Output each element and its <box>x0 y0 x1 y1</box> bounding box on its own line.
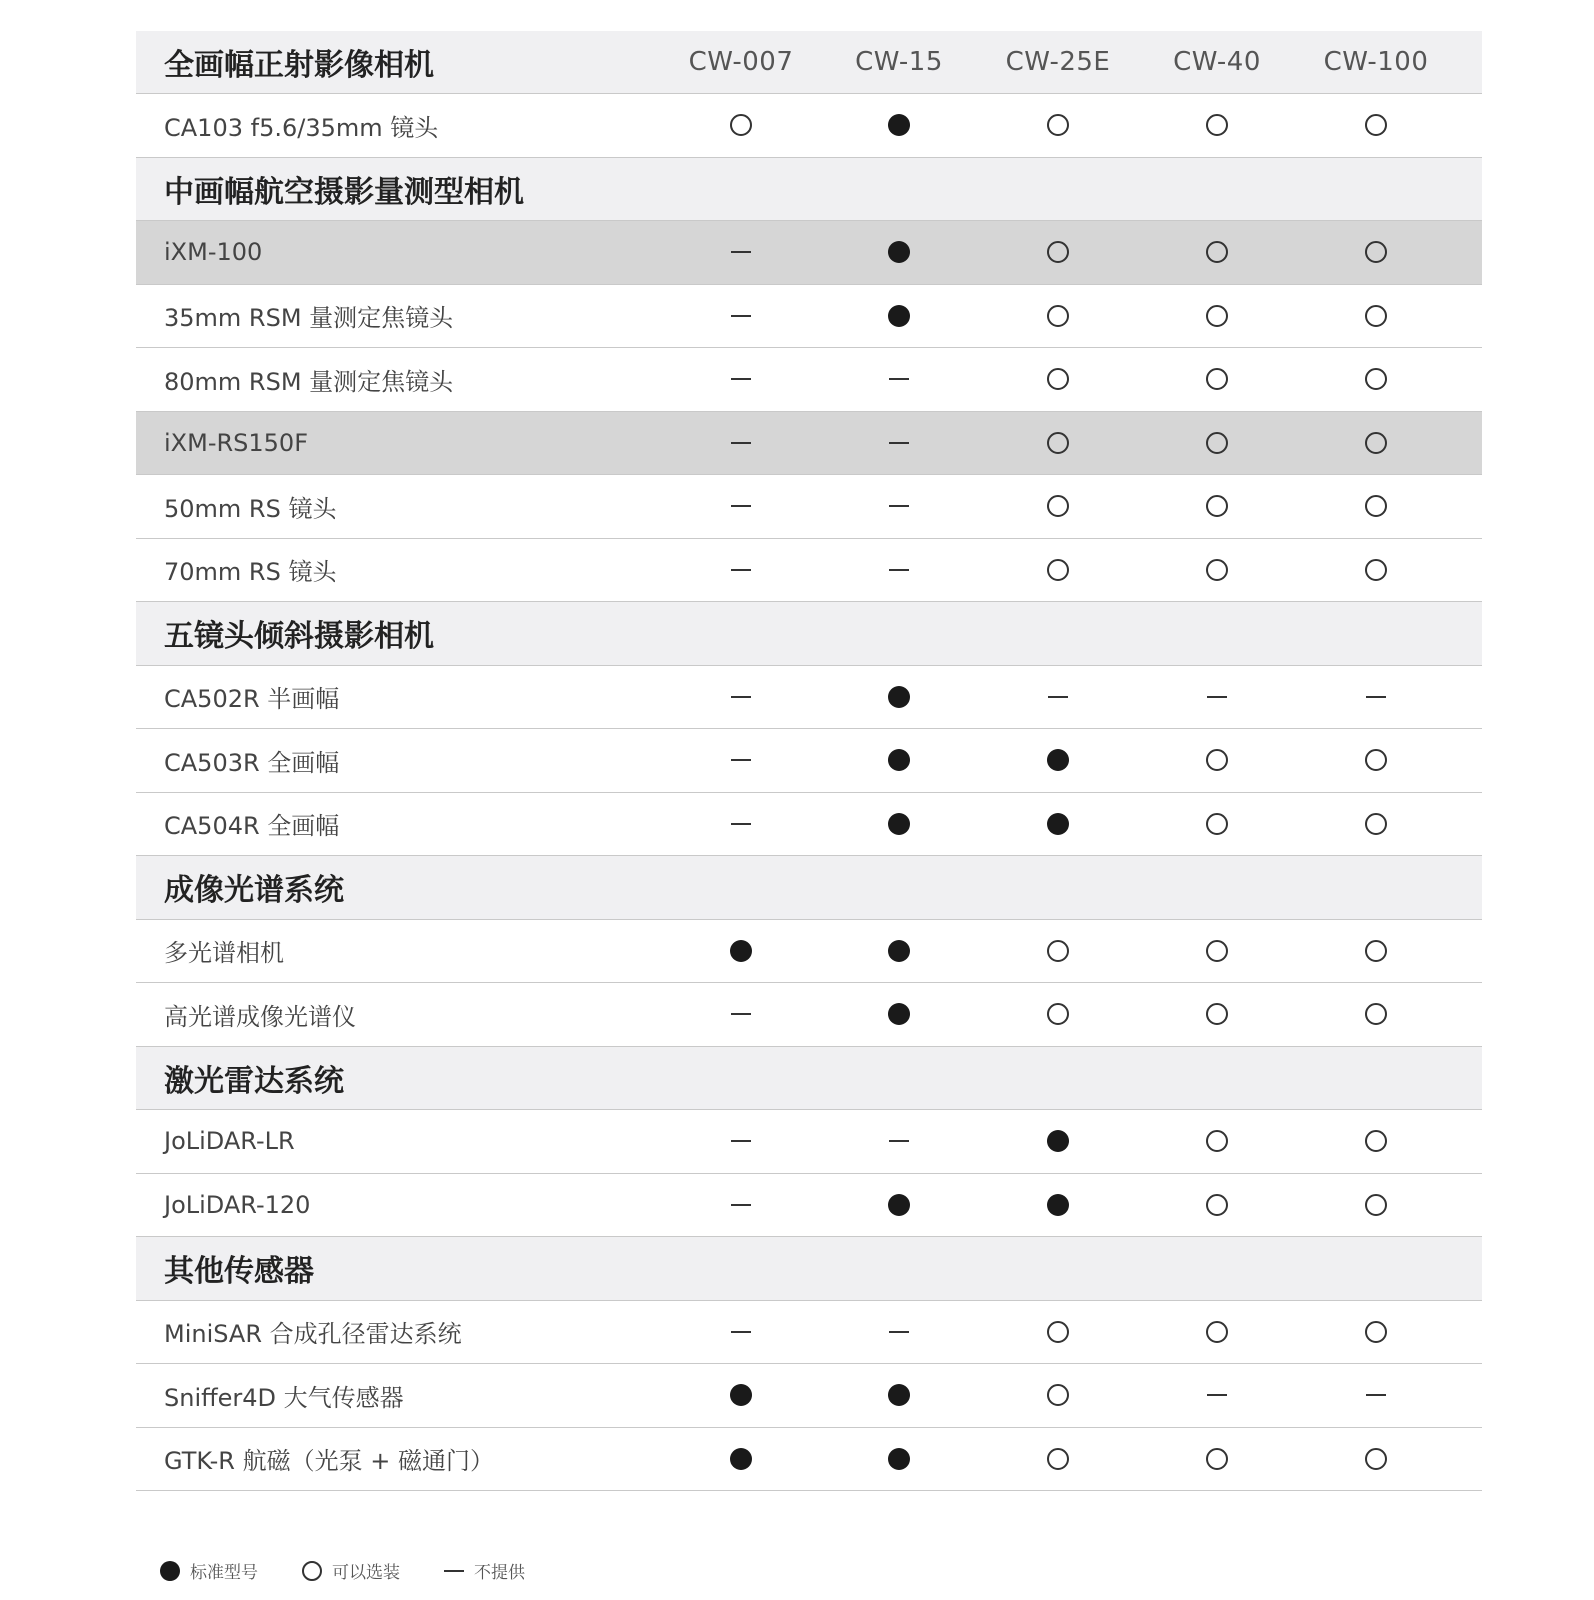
optional-circle-icon <box>1047 368 1069 390</box>
optional-circle-icon <box>1047 1003 1069 1025</box>
not-available-dash-icon <box>889 1140 909 1142</box>
not-available-dash-icon <box>889 569 909 571</box>
optional-circle-icon <box>1047 432 1069 454</box>
optional-circle-icon <box>1206 368 1228 390</box>
column-header-cw-25e: CW-25E <box>1005 47 1111 77</box>
row-label: iXM-RS150F <box>164 428 308 457</box>
optional-circle-icon <box>1365 305 1387 327</box>
optional-circle-icon <box>1365 1321 1387 1343</box>
table-row <box>136 285 1482 349</box>
table-row <box>136 983 1482 1047</box>
optional-circle-icon <box>1365 432 1387 454</box>
standard-dot-icon <box>888 305 910 327</box>
standard-dot-icon <box>1047 813 1069 835</box>
not-available-dash-icon <box>1366 696 1386 698</box>
table-row <box>136 1174 1482 1238</box>
row-label: GTK-R 航磁（光泵 + 磁通门） <box>164 1447 494 1476</box>
table-row <box>136 539 1482 603</box>
table-row <box>136 1364 1482 1428</box>
standard-dot-icon <box>888 940 910 962</box>
row-label: JoLiDAR-120 <box>164 1190 311 1219</box>
optional-circle-icon <box>1365 1194 1387 1216</box>
row-label: JoLiDAR-LR <box>164 1127 295 1156</box>
legend <box>160 1558 569 1583</box>
table-row <box>136 94 1482 158</box>
not-available-dash-icon <box>731 823 751 825</box>
legend-item <box>444 1558 525 1583</box>
standard-dot-icon <box>888 1384 910 1406</box>
standard-dot-icon <box>888 686 910 708</box>
not-available-dash-icon <box>1207 696 1227 698</box>
table-row <box>136 793 1482 857</box>
not-available-dash-icon <box>731 1013 751 1015</box>
optional-circle-icon <box>1206 1194 1228 1216</box>
section-header-row <box>136 158 1482 222</box>
not-available-dash-icon <box>889 1331 909 1333</box>
row-label: CA504R 全画幅 <box>164 812 340 841</box>
optional-circle-icon <box>1206 1003 1228 1025</box>
table-row <box>136 475 1482 539</box>
table-row <box>136 729 1482 793</box>
section-header-row <box>136 1237 1482 1301</box>
optional-circle-icon <box>1365 1448 1387 1470</box>
standard-dot-icon <box>730 1384 752 1406</box>
column-header-cw-100: CW-100 <box>1323 47 1429 77</box>
row-label: CA103 f5.6/35mm 镜头 <box>164 113 439 142</box>
not-available-dash-icon <box>731 505 751 507</box>
optional-circle-icon <box>1047 114 1069 136</box>
legend-label: 可以选装 <box>332 1563 400 1583</box>
not-available-dash-icon <box>731 315 751 317</box>
optional-circle-icon <box>1206 1448 1228 1470</box>
section-title: 中画幅航空摄影量测型相机 <box>164 174 524 210</box>
optional-circle-icon <box>730 114 752 136</box>
section-title: 五镜头倾斜摄影相机 <box>164 619 434 655</box>
standard-dot-icon <box>730 940 752 962</box>
table-row <box>136 666 1482 730</box>
table-row <box>136 1428 1482 1492</box>
header-title: 全画幅正射影像相机 <box>164 48 434 83</box>
optional-circle-icon <box>1365 813 1387 835</box>
table-row <box>136 412 1482 476</box>
table-header-row <box>136 31 1482 94</box>
row-label: Sniffer4D 大气传感器 <box>164 1383 404 1412</box>
optional-circle-icon <box>302 1561 322 1581</box>
standard-dot-icon <box>1047 749 1069 771</box>
legend-item <box>160 1558 258 1583</box>
optional-circle-icon <box>1206 749 1228 771</box>
not-available-dash-icon <box>889 505 909 507</box>
section-title: 其他传感器 <box>164 1254 314 1290</box>
optional-circle-icon <box>1365 1003 1387 1025</box>
table-row <box>136 920 1482 984</box>
section-title: 激光雷达系统 <box>164 1063 344 1099</box>
optional-circle-icon <box>1365 114 1387 136</box>
optional-circle-icon <box>1365 495 1387 517</box>
not-available-dash-icon <box>889 442 909 444</box>
table-row <box>136 1301 1482 1365</box>
row-label: CA503R 全画幅 <box>164 748 340 777</box>
optional-circle-icon <box>1365 1130 1387 1152</box>
optional-circle-icon <box>1047 1321 1069 1343</box>
optional-circle-icon <box>1206 813 1228 835</box>
compatibility-table <box>136 31 1482 1491</box>
not-available-dash-icon <box>731 442 751 444</box>
legend-item <box>302 1558 400 1583</box>
optional-circle-icon <box>1047 559 1069 581</box>
table-body <box>136 94 1482 1491</box>
section-header-row <box>136 856 1482 920</box>
legend-label: 不提供 <box>474 1563 525 1583</box>
standard-dot-icon <box>888 1448 910 1470</box>
row-label: 多光谱相机 <box>164 939 284 968</box>
table-row <box>136 221 1482 285</box>
optional-circle-icon <box>1206 432 1228 454</box>
column-header-cw-40: CW-40 <box>1173 47 1261 77</box>
optional-circle-icon <box>1365 749 1387 771</box>
not-available-dash-icon <box>1366 1394 1386 1396</box>
optional-circle-icon <box>1206 241 1228 263</box>
standard-dot-icon <box>160 1561 180 1581</box>
optional-circle-icon <box>1047 1384 1069 1406</box>
standard-dot-icon <box>888 749 910 771</box>
standard-dot-icon <box>888 813 910 835</box>
not-available-dash-icon <box>731 1140 751 1142</box>
optional-circle-icon <box>1206 1130 1228 1152</box>
section-header-row <box>136 1047 1482 1111</box>
row-label: CA502R 半画幅 <box>164 685 340 714</box>
optional-circle-icon <box>1206 114 1228 136</box>
standard-dot-icon <box>1047 1194 1069 1216</box>
standard-dot-icon <box>888 1003 910 1025</box>
section-title: 成像光谱系统 <box>164 873 344 909</box>
optional-circle-icon <box>1047 940 1069 962</box>
not-available-dash-icon <box>1207 1394 1227 1396</box>
optional-circle-icon <box>1365 368 1387 390</box>
table-row <box>136 1110 1482 1174</box>
not-available-dash-icon <box>731 569 751 571</box>
optional-circle-icon <box>1206 305 1228 327</box>
row-label: 70mm RS 镜头 <box>164 558 337 587</box>
standard-dot-icon <box>888 1194 910 1216</box>
optional-circle-icon <box>1047 1448 1069 1470</box>
standard-dot-icon <box>730 1448 752 1470</box>
optional-circle-icon <box>1206 1321 1228 1343</box>
optional-circle-icon <box>1365 241 1387 263</box>
legend-label: 标准型号 <box>190 1563 258 1583</box>
not-available-dash-icon <box>1048 696 1068 698</box>
not-available-dash-icon <box>731 1331 751 1333</box>
not-available-dash-icon <box>731 1204 751 1206</box>
optional-circle-icon <box>1206 559 1228 581</box>
column-header-cw-007: CW-007 <box>688 47 794 77</box>
row-label: 35mm RSM 量测定焦镜头 <box>164 304 454 333</box>
section-header-row <box>136 602 1482 666</box>
optional-circle-icon <box>1047 305 1069 327</box>
not-available-dash-icon <box>444 1570 464 1572</box>
row-label: MiniSAR 合成孔径雷达系统 <box>164 1320 462 1349</box>
optional-circle-icon <box>1047 495 1069 517</box>
row-label: 50mm RS 镜头 <box>164 494 337 523</box>
column-header-cw-15: CW-15 <box>855 47 943 77</box>
optional-circle-icon <box>1365 940 1387 962</box>
not-available-dash-icon <box>731 378 751 380</box>
optional-circle-icon <box>1206 940 1228 962</box>
table-row <box>136 348 1482 412</box>
standard-dot-icon <box>1047 1130 1069 1152</box>
not-available-dash-icon <box>889 378 909 380</box>
optional-circle-icon <box>1206 495 1228 517</box>
row-label: 80mm RSM 量测定焦镜头 <box>164 367 454 396</box>
row-label: iXM-100 <box>164 238 263 267</box>
standard-dot-icon <box>888 241 910 263</box>
not-available-dash-icon <box>731 759 751 761</box>
optional-circle-icon <box>1365 559 1387 581</box>
optional-circle-icon <box>1047 241 1069 263</box>
not-available-dash-icon <box>731 251 751 253</box>
not-available-dash-icon <box>731 696 751 698</box>
row-label: 高光谱成像光谱仪 <box>164 1002 356 1031</box>
standard-dot-icon <box>888 114 910 136</box>
